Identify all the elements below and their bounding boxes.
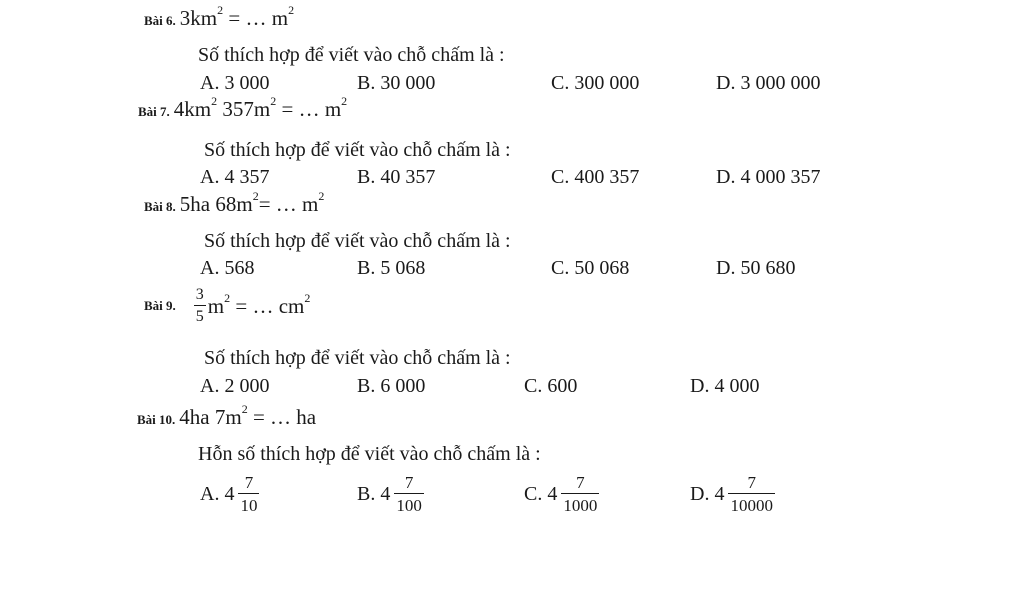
exercise-10-option-d[interactable]: D. 4 $\frac{7}{10000}$	[690, 473, 773, 515]
exercise-10-option-c[interactable]: C. 4 $\frac{7}{1000}$	[524, 473, 598, 515]
exercise-6-option-a[interactable]: A. 3 000	[200, 72, 270, 94]
exercise-7-title	[138, 94, 348, 122]
exercise-label: Bài 8.	[144, 199, 176, 214]
exercise-6-title	[144, 3, 295, 31]
exercise-10-option-a[interactable]: A. 4 $\frac{7}{10}$	[200, 473, 258, 515]
exercise-7-prompt: Số thích hợp để viết vào chỗ chấm là :	[204, 139, 511, 161]
exercise-expression: 5ha $68m^2=$ … $m^2$	[179, 189, 325, 216]
exercise-6-prompt: Số thích hợp để viết vào chỗ chấm là :	[198, 44, 505, 66]
fraction: $\frac{3}{5}$	[195, 286, 204, 325]
exercise-expression: $4km^2$ $357m^2$ = … $m^2$	[173, 94, 348, 121]
exercise-7-option-d[interactable]: D. 4 000 357	[716, 166, 821, 188]
exercise-9-option-b[interactable]: B. 6 000	[357, 375, 426, 397]
exercise-label: Bài 10.	[137, 412, 176, 427]
exercise-10-prompt: Hỗn số thích hợp để viết vào chỗ chấm là :	[198, 443, 541, 465]
exercise-6-option-d[interactable]: D. 3 000 000	[716, 72, 821, 94]
exercise-label: Bài 6.	[144, 13, 176, 28]
exercise-9-prompt: Số thích hợp để viết vào chỗ chấm là :	[204, 347, 511, 369]
exercise-8-title	[144, 189, 325, 217]
exercise-10-option-b[interactable]: B. 4 $\frac{7}{100}$	[357, 473, 422, 515]
exercise-9-option-a[interactable]: A. 2 000	[200, 375, 270, 397]
exercise-8-prompt: Số thích hợp để viết vào chỗ chấm là :	[204, 230, 511, 252]
exercise-7-option-c[interactable]: C. 400 357	[551, 166, 640, 188]
exercise-8-option-b[interactable]: B. 5 068	[357, 257, 426, 279]
exercise-label: Bài 7.	[138, 104, 170, 119]
exercise-expression: $3km^2$ = … $m^2$	[179, 3, 295, 30]
exercise-8-option-c[interactable]: C. 50 068	[551, 257, 630, 279]
exercise-7-option-b[interactable]: B. 40 357	[357, 166, 436, 188]
exercise-label: Bài 9.	[144, 298, 176, 313]
exercise-9-option-d[interactable]: D. 4 000	[690, 375, 760, 397]
fraction: $\frac{7}{10}$	[240, 473, 258, 515]
exercise-7-option-a[interactable]: A. 4 357	[200, 166, 270, 188]
fraction: $\frac{7}{10000}$	[730, 473, 773, 515]
fraction: $\frac{7}{100}$	[396, 473, 422, 515]
exercise-9-title	[144, 287, 310, 325]
exercise-9-option-c[interactable]: C. 600	[524, 375, 578, 397]
exercise-8-option-d[interactable]: D. 50 680	[716, 257, 796, 279]
exercise-8-option-a[interactable]: A. 568	[200, 257, 255, 279]
exercise-expression: $m^2$ = … $cm^2$	[207, 290, 311, 318]
exercise-10-title	[137, 402, 317, 430]
fraction: $\frac{7}{1000}$	[563, 473, 598, 515]
exercise-6-option-c[interactable]: C. 300 000	[551, 72, 640, 94]
exercise-6-option-b[interactable]: B. 30 000	[357, 72, 436, 94]
exercise-expression: 4ha $7m^2$ = … ha	[179, 402, 317, 429]
